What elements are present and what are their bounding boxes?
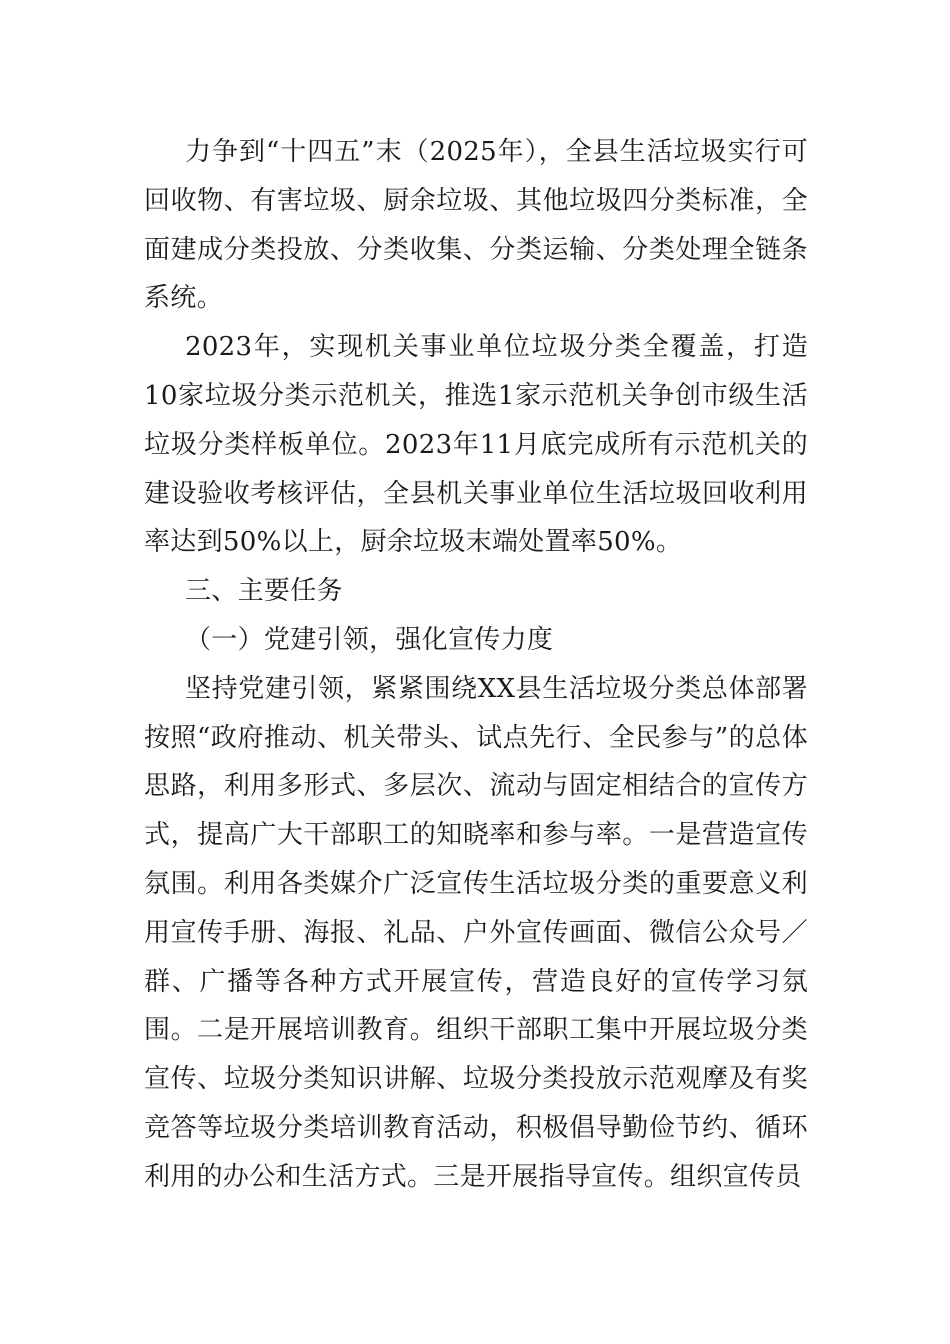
paragraph-goal-2023: 2023年，实现机关事业单位垃圾分类全覆盖，打造10家垃圾分类示范机关，推选1家示范机关争创市级生活垃圾分类样板单位。2023年11月底完成所有示范机关的建设验收考核评估，全县机关事业单位生活垃圾回收利用率达到50%以上，厨余垃圾末端处置率50%。	[144, 332, 808, 558]
paragraph-goal-2025: 力争到“十四五”末（2025年），全县生活垃圾实行可回收物、有害垃圾、厨余垃圾、其他垃圾四分类标准，全面建成分类投放、分类收集、分类运输、分类处理全链条系统。	[144, 137, 808, 314]
paragraph-party-building: 坚持党建引领，紧紧围绕XX县生活垃圾分类总体部署按照“政府推动、机关带头、试点先行、全民参与”的总体思路，利用多形式、多层次、流动与固定相结合的宣传方式，提高广大干部职工的知晓率和参与率。一是营造宣传氛围。利用各类媒介广泛宣传生活垃圾分类的重要意义利用宣传手册、海报、礼品、户外宣传画面、微信公众号／群、广播等各种方式开展宣传，营造良好的宣传学习氛围。二是开展培训教育。组织干部职工集中开展垃圾分类宣传、垃圾分类知识讲解、垃圾分类投放示范观摩及有奖竞答等垃圾分类培训教育活动，积极倡导勤俭节约、循环利用的办公和生活方式。三是开展指导宣传。组织宣传员	[144, 673, 808, 1192]
section-heading-main-tasks: 三、主要任务	[185, 576, 343, 607]
subsection-heading-party-building: （一）党建引领，强化宣传力度	[185, 624, 554, 655]
document-body	[144, 128, 808, 1202]
